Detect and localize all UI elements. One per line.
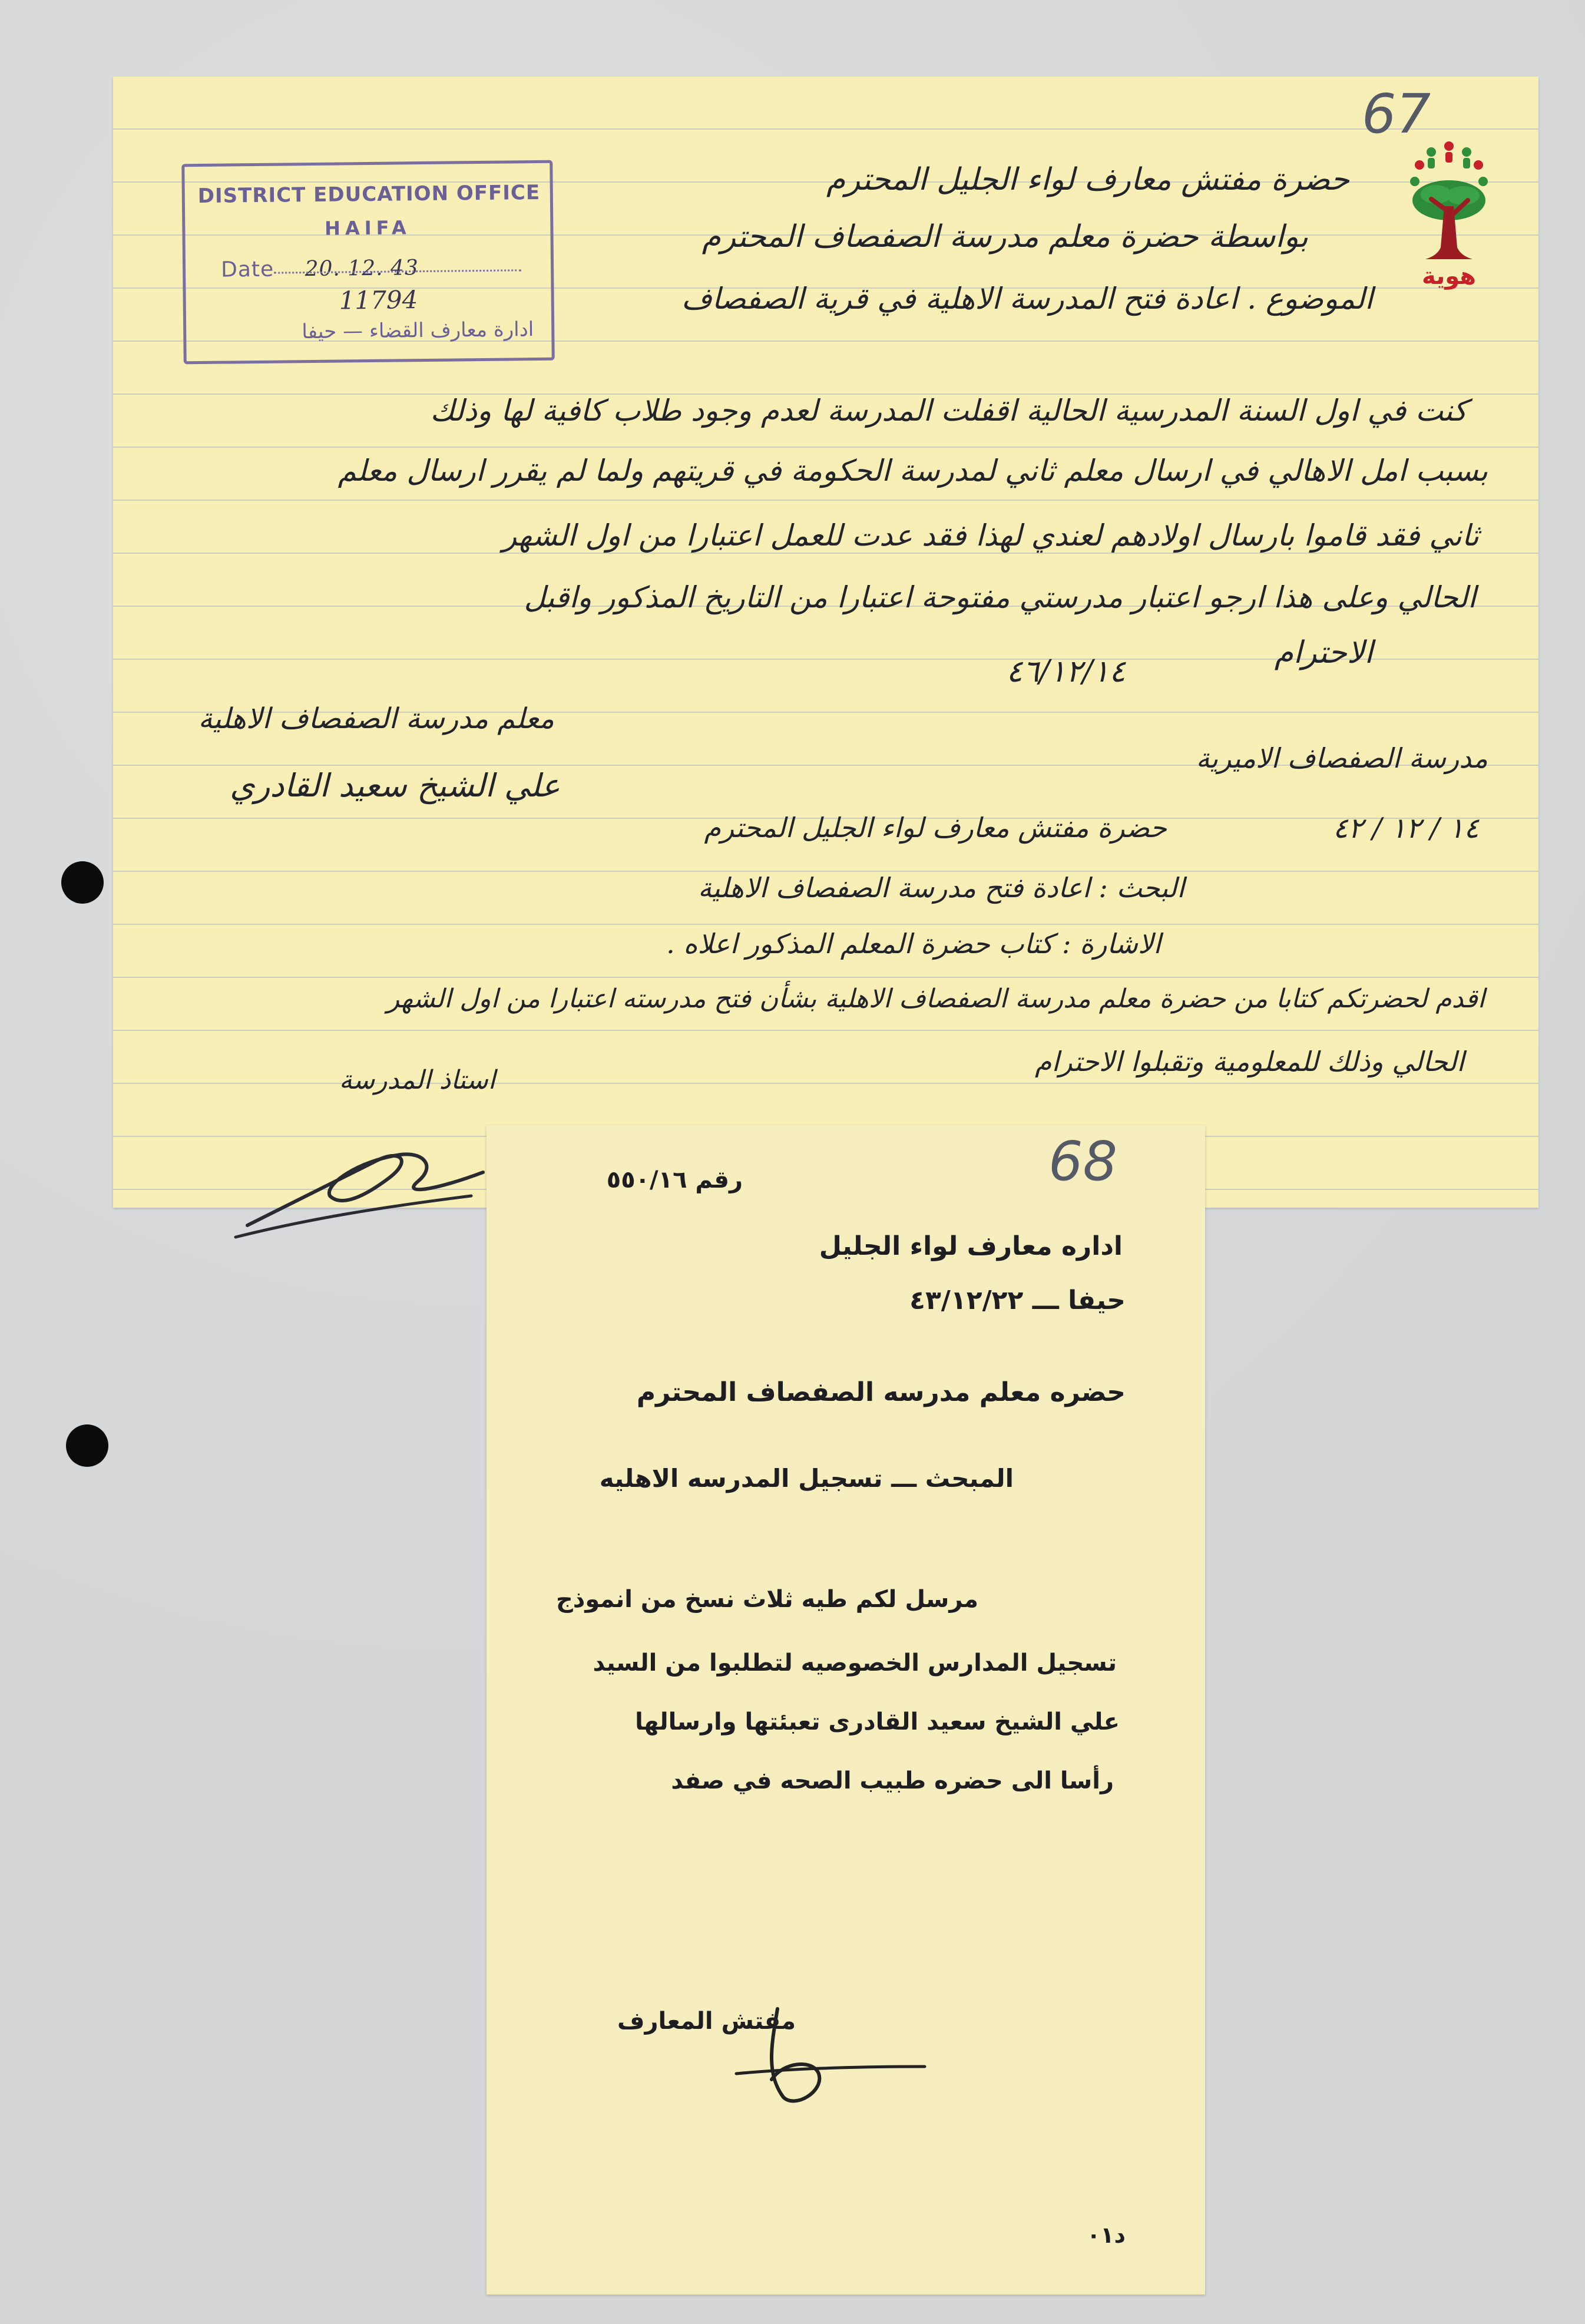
olive-tree-icon	[1412, 180, 1485, 259]
folio-number: 68	[1048, 1130, 1118, 1193]
stamp-line-2: HAIFA	[324, 216, 411, 240]
letter-date: ٤٦/١٢/١٤	[1006, 654, 1126, 689]
note-subject: البحث : اعادة فتح مدرسة الصفصاف الاهلية	[698, 872, 1184, 904]
stamp-line-1: DISTRICT EDUCATION OFFICE	[197, 180, 541, 209]
note-origin: مدرسة الصفصاف الاميرية	[1196, 742, 1488, 774]
stamp-date-value: 20. 12. 43	[305, 256, 419, 282]
note-addressee: حضرة مفتش معارف لواء الجليل المحترم	[704, 812, 1167, 844]
education-office-stamp	[181, 160, 555, 365]
address-line-2: بواسطة حضرة معلم مدرسة الصفصاف المحترم	[701, 219, 1308, 254]
hawiya-logo	[1402, 130, 1496, 295]
inspector-signature	[683, 1997, 937, 2109]
body-line: الحالي وعلى هذا ارجو اعتبار مدرستي مفتوحة اعتبارا من التاريخ المذكور واقبل	[524, 580, 1476, 614]
stamp-date	[221, 256, 419, 282]
body-line: بسبب امل الاهالي في ارسال معلم ثاني لمدرسة الحكومة في قريتهم ولما لم يقرر ارسال معلم	[337, 454, 1488, 488]
body-line: كنت في اول السنة المدرسية الحالية اقفلت المدرسة لعدم وجود طلاب كافية لها وذلك	[430, 394, 1467, 428]
address-line-1: حضرة مفتش معارف لواء الجليل المحترم	[826, 162, 1349, 197]
note-closing: استاذ المدرسة	[339, 1065, 495, 1095]
note-date: ١٤ / ١٢ / ٤٢	[1332, 812, 1479, 845]
stamp-date-label: Date	[220, 257, 274, 282]
body-line: ثاني فقد قاموا بارسال اولادهم لعندي لهذا فقد عدت للعمل اعتبارا من اول الشهر	[502, 518, 1479, 553]
note-body-line: الحالي وذلك للمعلومية وتقبلوا الاحترام	[1035, 1046, 1464, 1077]
body-line: تسجيل المدارس الخصوصيه لتطلبوا من السيد	[593, 1649, 1117, 1677]
subject-line: الموضوع . اعادة فتح المدرسة الاهلية في قرية الصفصاف	[681, 282, 1373, 316]
signature-scribble	[224, 1125, 507, 1243]
stamp-arabic-footer: ادارة معارف القضاء — حيفا	[302, 318, 534, 344]
note-reference: الاشارة : كتاب حضرة المعلم المذكور اعلاه .	[666, 928, 1161, 960]
addressee: حضره معلم مدرسه الصفصاف المحترم	[636, 1377, 1126, 1407]
body-line: مرسل لكم طيه ثلاث نسخ من انموذج	[555, 1586, 978, 1613]
subject-line: المبحث ـــ تسجيل المدرسه الاهليه	[599, 1464, 1014, 1493]
body-line: الاحترام	[1274, 635, 1373, 670]
stamp-reference: 11794	[339, 285, 418, 315]
place-date: حيفا ـــ ٤٣/١٢/٢٢	[909, 1285, 1126, 1315]
body-line: علي الشيخ سعيد القادرى تعبئتها وارسالها	[635, 1708, 1120, 1735]
letter-number: رقم ٥٥٠/١٦	[606, 1166, 743, 1194]
closing-title: مفتش المعارف	[617, 2008, 796, 2035]
binder-hole-top	[61, 861, 104, 904]
folio-number: 67	[1362, 82, 1431, 146]
signature-name: علي الشيخ سعيد القادري	[230, 767, 560, 804]
page-footer: د٠١	[1087, 2222, 1126, 2248]
signature-title: معلم مدرسة الصفصاف الاهلية	[198, 702, 554, 735]
logo-caption: هوية	[1421, 263, 1477, 290]
office-name: اداره معارف لواء الجليل	[819, 1231, 1123, 1261]
binder-hole-bottom	[66, 1424, 108, 1467]
note-body-line: اقدم لحضرتكم كتابا من حضرة معلم مدرسة الصفصاف الاهلية بشأن فتح مدرسته اعتبارا من اول الشهر	[386, 984, 1485, 1014]
people-ring-icon	[1410, 141, 1488, 186]
body-line: رأسا الى حضره طبيب الصحه في صفد	[671, 1767, 1114, 1794]
